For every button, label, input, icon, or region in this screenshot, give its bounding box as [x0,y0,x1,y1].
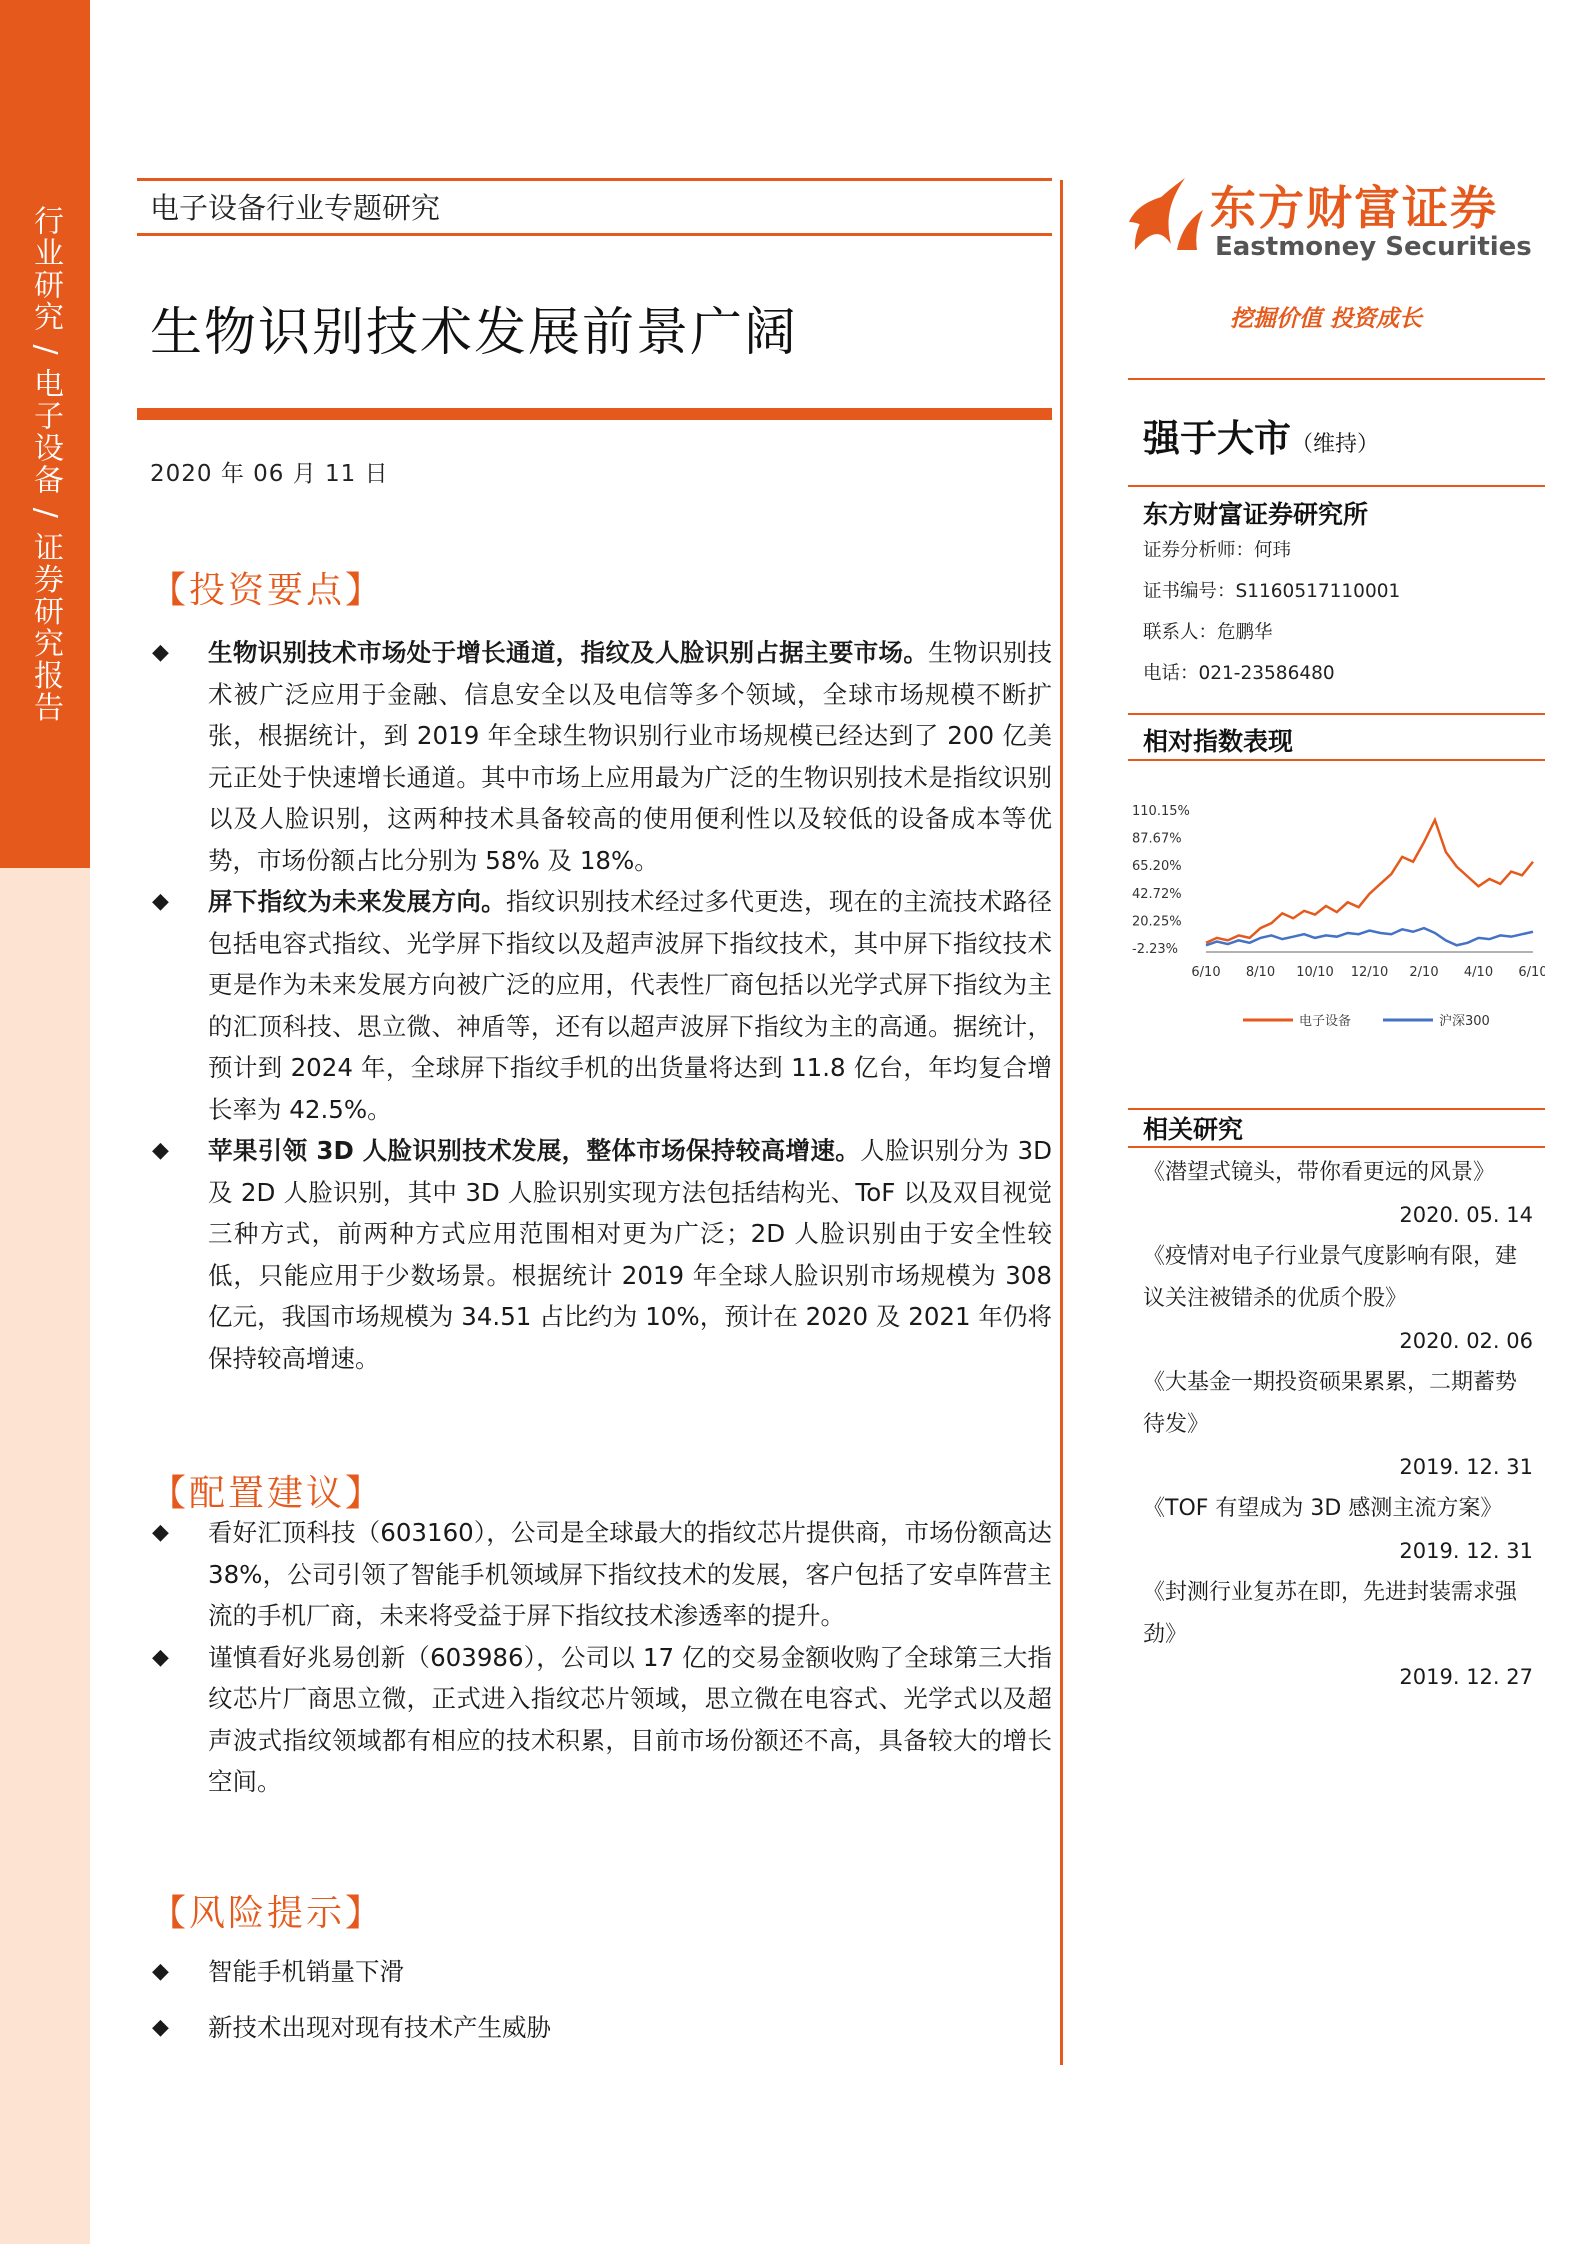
index-perf-rule [1128,713,1545,715]
chart-svg [1128,790,1545,1050]
diamond-bullet-icon: ◆ [152,1138,169,1163]
x-tick-label: 2/10 [1409,965,1439,980]
institute-rule [1128,485,1545,487]
key-points-list [150,632,1052,1379]
brand-logo [1125,170,1532,270]
research-title[interactable]: 《潜望式镜头，带你看更远的风景》 [1143,1160,1496,1185]
research-title[interactable]: 《TOF 有望成为 3D 感测主流方案》 [1143,1496,1503,1521]
y-tick-label: 87.67% [1132,831,1182,847]
list-item [1143,1488,1533,1572]
brand-name-cn: 东方财富证券 [1210,181,1498,235]
x-tick-label: 12/10 [1350,965,1389,980]
relative-index-chart [1128,790,1545,1050]
risks-list [150,1951,1052,2048]
rating-note: （维持） [1291,432,1380,457]
diamond-bullet-icon: ◆ [152,1959,169,1984]
research-heading: 相关研究 [1143,1115,1244,1144]
rating-rule [1128,378,1545,380]
page-title: 生物识别技术发展前景广阔 [150,303,799,363]
research-date: 2019. 12. 31 [1399,1539,1533,1563]
x-tick-label: 8/10 [1245,965,1276,980]
research-date: 2020. 02. 06 [1399,1329,1533,1353]
sidebar-band [0,0,90,2244]
diamond-bullet-icon: ◆ [152,640,169,665]
contact-name: 联系人：危鹏华 [1143,622,1273,643]
header-second-rule [137,233,1052,236]
institute-name: 东方财富证券研究所 [1143,500,1369,529]
analyst-cert: 证书编号：S1160517110001 [1143,581,1401,602]
research-date: 2020. 05. 14 [1399,1203,1533,1227]
section-heading-allocation: 【配置建议】 [150,1473,385,1514]
index-perf-heading: 相对指数表现 [1143,727,1294,756]
list-item: ◆ 看好汇顶科技（603160），公司是全球最大的指纹芯片提供商，市场份额高达 38%，公司引领了智能手机领域屏下指纹技术的发展，客户包括了安卓阵营主流的手机厂商，未来将受益于屏下指纹技术渗透率的提升。 [150,1512,1052,1637]
list-item [1143,1362,1533,1488]
contact-phone: 电话：021-23586480 [1143,663,1335,684]
column-divider [1060,180,1063,2065]
list-item: ◆ 新技术出现对现有技术产生威胁 [150,2007,1052,2049]
y-tick-label: 65.20% [1132,859,1182,875]
list-item: ◆ 智能手机销量下滑 [150,1951,1052,1993]
list-item: ◆ 谨慎看好兆易创新（603986），公司以 17 亿的交易金额收购了全球第三大指纹芯片厂商思立微，正式进入指纹芯片领域，思立微在电容式、光学式以及超声波式指纹领域都有相应的技术积累，目前市场份额还不高，具备较大的增长空间。 [150,1637,1052,1803]
sidebar-category-text: 行业研究 / 电子设备 / 证券研究报告 [28,205,63,724]
y-tick-label: 110.15% [1132,804,1190,819]
x-tick-label: 6/10 [1191,965,1221,980]
research-date: 2019. 12. 27 [1399,1665,1533,1689]
list-item: ◆ 生物识别技术市场处于增长通道，指纹及人脸识别占据主要市场。生物识别技术被广泛应用于金融、信息安全以及电信等多个领域，全球市场规模不断扩张，根据统计，到 2019 年全球生物识别行业市场规模已经达到了 200 亿美元正处于快速增长通道。其中市场上应用最为广泛的生物识别技术是指纹识别以及人脸识别，这两种技术具备较高的使用便利性以及较低的设备成本等优势，市场份额占比分别为 58% 及 18%。 [150,632,1052,881]
research-title[interactable]: 《封测行业复苏在即，先进封装需求强劲》 [1143,1580,1518,1647]
list-item: ◆ 屏下指纹为未来发展方向。指纹识别技术经过多代更迭，现在的主流技术路径包括电容式指纹、光学屏下指纹以及超声波屏下指纹技术，其中屏下指纹技术更是作为未来发展方向被广泛的应用，代表性厂商包括以光学式屏下指纹为主的汇顶科技、思立微、神盾等，还有以超声波屏下指纹为主的高通。据统计，预计到 2024 年，全球屏下指纹手机的出货量将达到 11.8 亿台，年均复合增长率为 42.5%。 [150,881,1052,1130]
report-date: 2020 年 06 月 11 日 [150,461,389,487]
research-list [1143,1152,1533,1698]
diamond-bullet-icon: ◆ [152,1520,169,1545]
diamond-bullet-icon: ◆ [152,2014,169,2040]
section-heading-risks: 【风险提示】 [150,1893,385,1934]
title-bar-rule [137,408,1052,420]
x-tick-label: 10/10 [1296,965,1334,980]
list-item [1143,1572,1533,1698]
list-item [1143,1152,1533,1236]
research-underline [1128,1146,1545,1148]
list-item: ◆ 苹果引领 3D 人脸识别技术发展，整体市场保持较高增速。人脸识别分为 3D 及 2D 人脸识别，其中 3D 人脸识别实现方法包括结构光、ToF 以及双目视觉三种方式，前两种方式应用范围相对更为广泛；2D 人脸识别由于安全性较低，只能应用于少数场景。根据统计 2019 年全球人脸识别市场规模为 308 亿元，我国市场规模为 34.51 占比约为 10%，预计在 2020 及 2021 年仍将保持较高增速。 [150,1130,1052,1379]
brand-name-en: Eastmoney Securities [1215,232,1532,262]
y-tick-label: 20.25% [1132,914,1182,930]
report-type: 电子设备行业专题研究 [150,191,441,225]
y-tick-label: 42.72% [1132,886,1182,902]
rating-label: 强于大市（维持） [1143,417,1380,460]
series-line-1 [1206,928,1533,945]
series-line-0 [1206,820,1533,943]
research-title[interactable]: 《疫情对电子行业景气度影响有限，建议关注被错杀的优质个股》 [1143,1244,1518,1311]
analyst-name: 证券分析师：何玮 [1143,540,1292,561]
x-tick-label: 4/10 [1463,965,1494,980]
diamond-bullet-icon: ◆ [152,1644,169,1670]
research-date: 2019. 12. 31 [1399,1455,1533,1479]
list-item [1143,1236,1533,1362]
x-tick-label: 6/10 [1518,965,1545,980]
diamond-bullet-icon: ◆ [152,889,169,914]
research-title[interactable]: 《大基金一期投资硕果累累，二期蓄势待发》 [1143,1370,1518,1437]
flame-logo-icon [1125,170,1205,260]
brand-slogan: 挖掘价值 投资成长 [1230,306,1423,332]
section-heading-key-points: 【投资要点】 [150,570,385,611]
allocation-list [150,1512,1052,1803]
legend-label: 沪深300 [1439,1014,1490,1029]
y-tick-label: -2.23% [1132,942,1178,957]
legend-label: 电子设备 [1299,1014,1352,1029]
index-perf-underline [1128,759,1545,761]
header-top-rule [137,178,1052,181]
